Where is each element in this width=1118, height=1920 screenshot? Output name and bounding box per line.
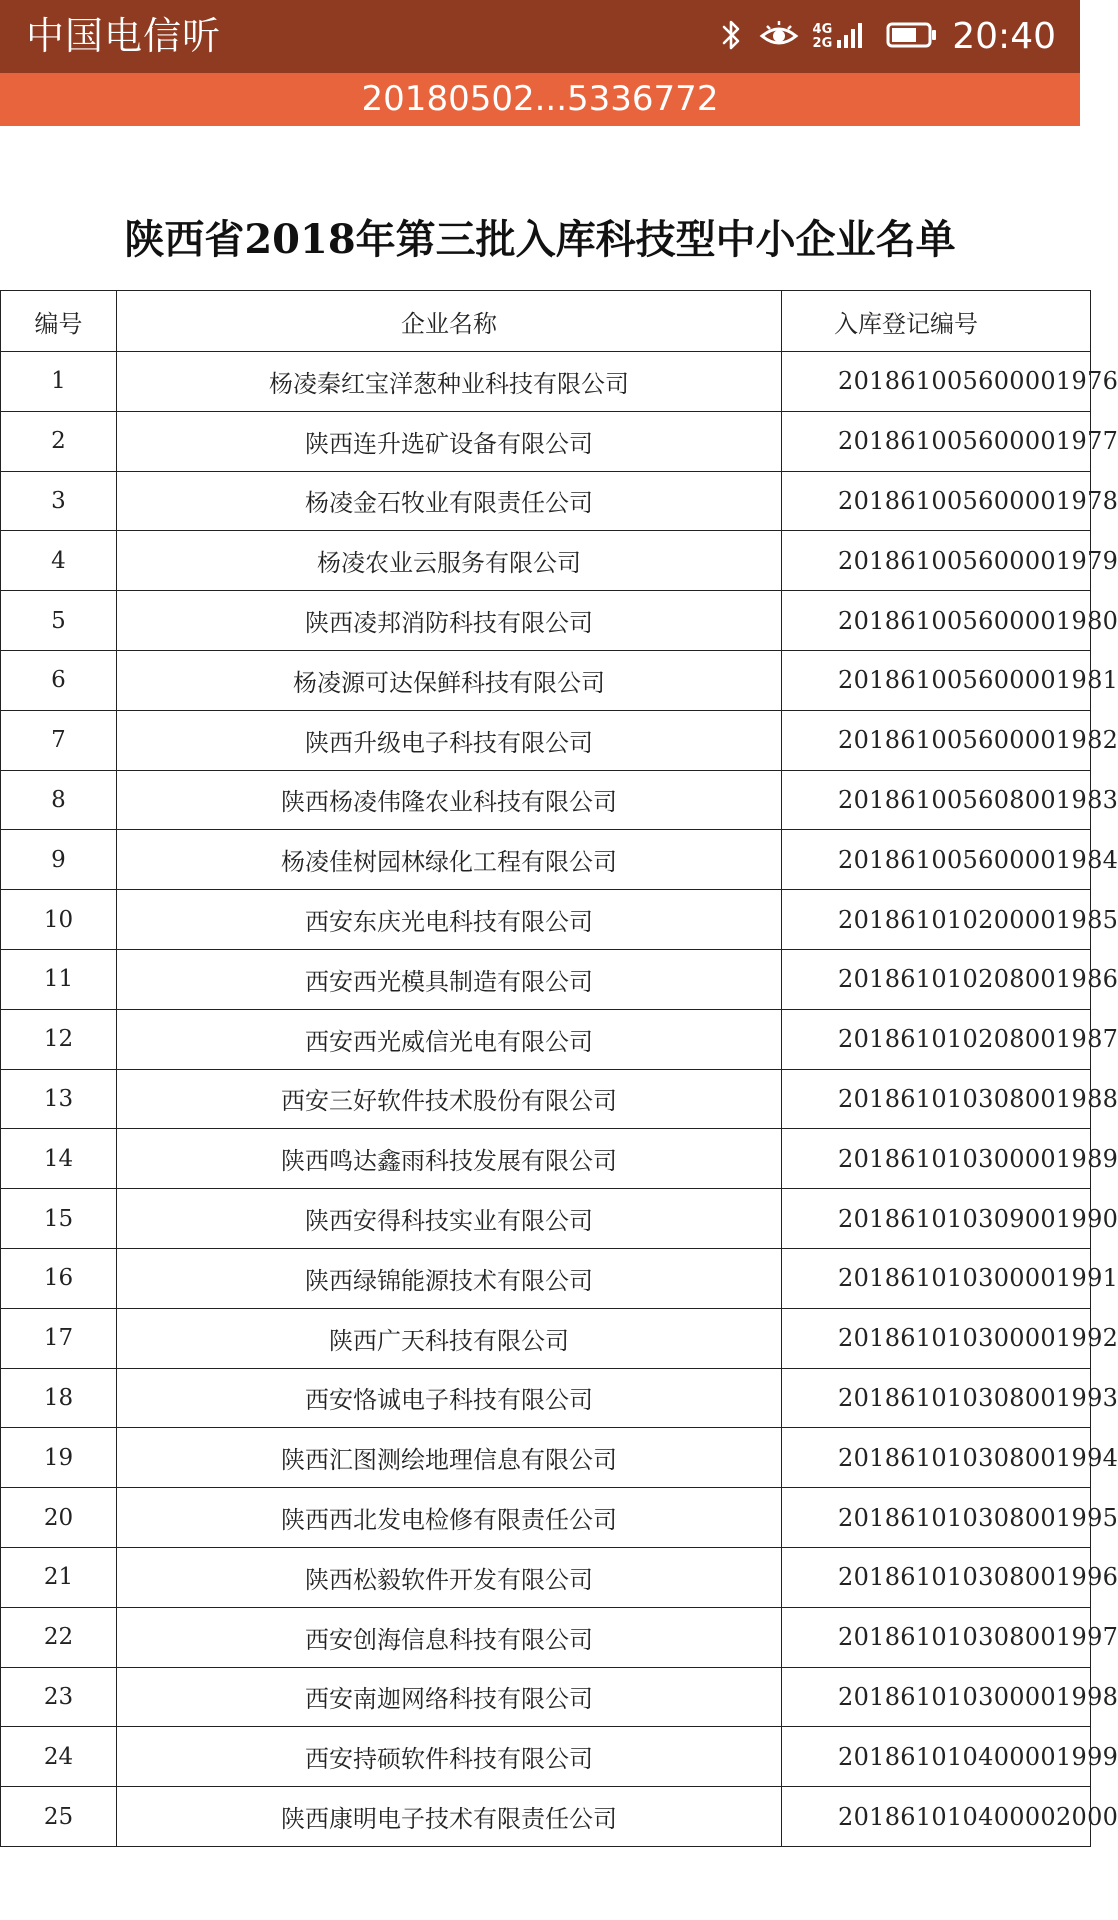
registration-number: 201861010208001986 [782,949,1091,1009]
registration-number: 201861005600001984 [782,830,1091,890]
table-row [1,1607,1091,1667]
registration-number: 201861005600001980 [782,591,1091,651]
table-row [1,890,1091,950]
registration-number: 201861005600001979 [782,531,1091,591]
row-number: 23 [1,1667,117,1727]
row-number: 25 [1,1787,117,1847]
company-name: 陕西杨凌伟隆农业科技有限公司 [117,770,782,830]
row-number: 21 [1,1547,117,1607]
company-name: 陕西鸣达鑫雨科技发展有限公司 [117,1129,782,1189]
table-header-row [1,291,1091,352]
registration-number: 201861010308001995 [782,1488,1091,1548]
registration-number: 201861005600001978 [782,471,1091,531]
network-top-label: 4G [812,21,833,37]
row-number: 16 [1,1248,117,1308]
row-number: 12 [1,1009,117,1069]
company-name: 杨凌秦红宝洋葱种业科技有限公司 [117,352,782,412]
company-name: 西安持硕软件科技有限公司 [117,1727,782,1787]
row-number: 11 [1,949,117,1009]
registration-number: 201861010308001993 [782,1368,1091,1428]
registration-number: 201861010400001999 [782,1727,1091,1787]
table-row [1,1488,1091,1548]
table-row [1,770,1091,830]
row-number: 2 [1,411,117,471]
company-name: 西安西光威信光电有限公司 [117,1009,782,1069]
table-row [1,1727,1091,1787]
company-name: 西安三好软件技术股份有限公司 [117,1069,782,1129]
network-bottom-label: 2G [812,35,833,51]
column-header-number: 编号 [1,291,117,352]
table-row [1,1667,1091,1727]
row-number: 13 [1,1069,117,1129]
company-name: 杨凌源可达保鲜科技有限公司 [117,650,782,710]
company-name: 陕西西北发电检修有限责任公司 [117,1488,782,1548]
registration-number: 201861010308001988 [782,1069,1091,1129]
table-row [1,1428,1091,1488]
file-title: 20180502...5336772 [361,79,719,119]
table-row [1,1069,1091,1129]
bluetooth-icon [721,18,743,56]
document-view[interactable] [0,126,1118,1920]
document-title: 陕西省2018年第三批入库科技型中小企业名单 [124,216,956,263]
company-name: 杨凌农业云服务有限公司 [117,531,782,591]
signal-icon [836,20,866,54]
registration-number: 201861005608001983 [782,770,1091,830]
registration-number: 201861010208001987 [782,1009,1091,1069]
table-row [1,1248,1091,1308]
table-row [1,352,1091,412]
column-header-registration-number: 入库登记编号 [782,291,1091,352]
company-name: 西安创海信息科技有限公司 [117,1607,782,1667]
row-number: 3 [1,471,117,531]
row-number: 19 [1,1428,117,1488]
row-number: 15 [1,1189,117,1249]
status-bar [0,0,1080,73]
company-name: 西安南迦网络科技有限公司 [117,1667,782,1727]
table-row [1,949,1091,1009]
row-number: 6 [1,650,117,710]
company-name: 西安恪诚电子科技有限公司 [117,1368,782,1428]
company-name: 陕西康明电子技术有限责任公司 [117,1787,782,1847]
table-row [1,830,1091,890]
table-row [1,1129,1091,1189]
row-number: 24 [1,1727,117,1787]
registration-number: 201861005600001977 [782,411,1091,471]
table-row [1,1787,1091,1847]
battery-icon [886,21,938,53]
file-title-bar [0,73,1080,126]
registration-number: 201861010300001998 [782,1667,1091,1727]
registration-number: 201861010200001985 [782,890,1091,950]
row-number: 22 [1,1607,117,1667]
table-row [1,1368,1091,1428]
company-name: 陕西安得科技实业有限公司 [117,1189,782,1249]
status-time: 20:40 [952,16,1056,57]
eye-comfort-icon [759,20,799,54]
column-header-company-name: 企业名称 [117,291,782,352]
row-number: 10 [1,890,117,950]
registration-number: 201861010300001989 [782,1129,1091,1189]
company-name: 西安东庆光电科技有限公司 [117,890,782,950]
row-number: 18 [1,1368,117,1428]
row-number: 5 [1,591,117,651]
table-row [1,1009,1091,1069]
row-number: 20 [1,1488,117,1548]
company-name: 西安西光模具制造有限公司 [117,949,782,1009]
table-row [1,710,1091,770]
company-name: 陕西汇图测绘地理信息有限公司 [117,1428,782,1488]
company-table [0,290,1118,1847]
company-name: 杨凌佳树园林绿化工程有限公司 [117,830,782,890]
table-row [1,531,1091,591]
company-name: 陕西凌邦消防科技有限公司 [117,591,782,651]
registration-number: 201861005600001976 [782,352,1091,412]
registration-number: 201861010300001991 [782,1248,1091,1308]
registration-number: 201861005600001981 [782,650,1091,710]
row-number: 4 [1,531,117,591]
row-number: 8 [1,770,117,830]
company-name: 陕西广天科技有限公司 [117,1308,782,1368]
company-name: 陕西连升选矿设备有限公司 [117,411,782,471]
table-row [1,1547,1091,1607]
company-name: 陕西松毅软件开发有限公司 [117,1547,782,1607]
registration-number: 201861010400002000 [782,1787,1091,1847]
status-icons [705,0,1056,73]
row-number: 9 [1,830,117,890]
company-name: 杨凌金石牧业有限责任公司 [117,471,782,531]
network-type-label [813,23,833,51]
registration-number: 201861010309001990 [782,1189,1091,1249]
registration-number: 201861010300001992 [782,1308,1091,1368]
table-row [1,1308,1091,1368]
row-number: 14 [1,1129,117,1189]
row-number: 17 [1,1308,117,1368]
row-number: 1 [1,352,117,412]
table-row [1,1189,1091,1249]
registration-number: 201861010308001996 [782,1547,1091,1607]
table-row [1,471,1091,531]
table-row [1,650,1091,710]
company-name: 陕西绿锦能源技术有限公司 [117,1248,782,1308]
registration-number: 201861010308001994 [782,1428,1091,1488]
table-row [1,591,1091,651]
company-name: 陕西升级电子科技有限公司 [117,710,782,770]
table-row [1,411,1091,471]
registration-number: 201861005600001982 [782,710,1091,770]
registration-number: 201861010308001997 [782,1607,1091,1667]
carrier-name: 中国电信听 [26,14,222,58]
row-number: 7 [1,710,117,770]
